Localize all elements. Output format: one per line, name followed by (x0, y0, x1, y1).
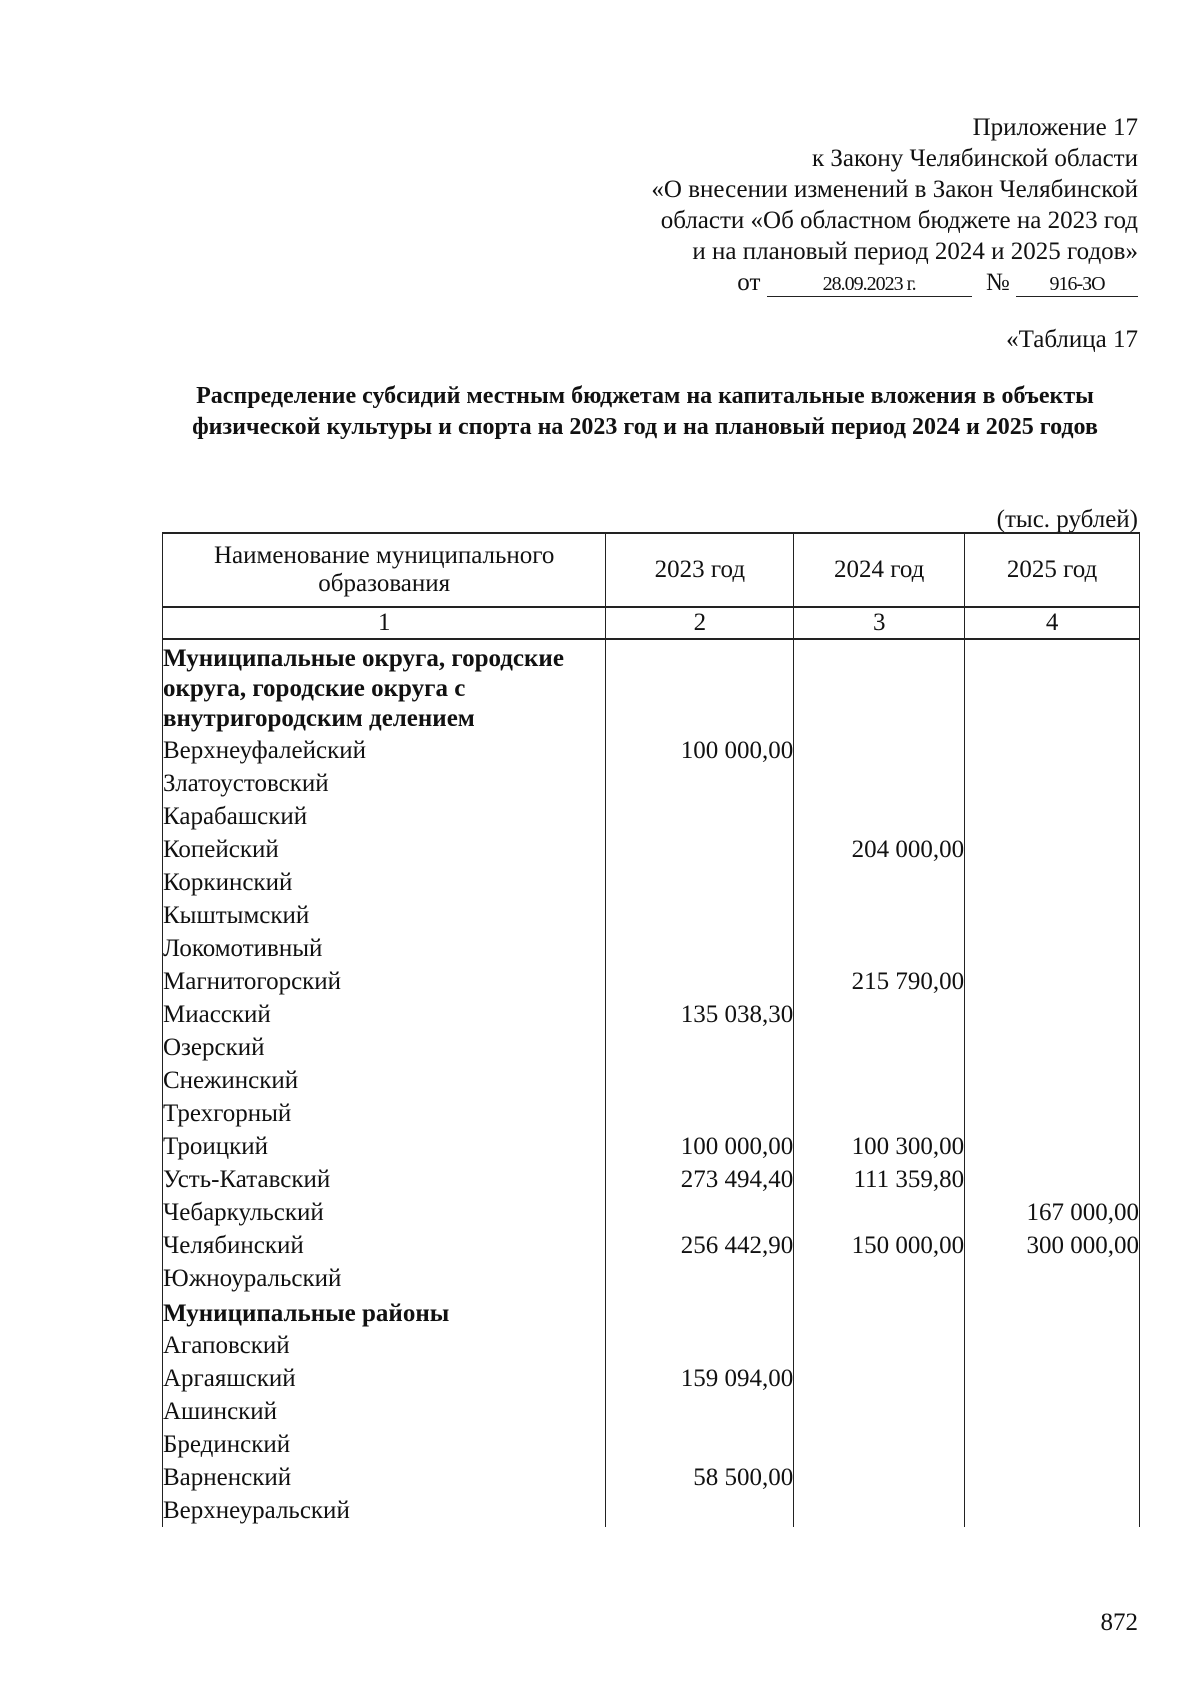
amount-y2024 (794, 932, 965, 965)
table-row (163, 1428, 1140, 1461)
amount-y2025 (965, 1031, 1140, 1064)
amount-y2024 (794, 1428, 965, 1461)
municipality-name: Локомотивный (163, 932, 606, 965)
municipality-name: Копейский (163, 833, 606, 866)
column-number: 2 (606, 607, 794, 639)
amount-y2025 (965, 767, 1140, 800)
amount-y2023 (606, 1395, 794, 1428)
municipality-name: Миасский (163, 998, 606, 1031)
amount-y2025 (965, 1130, 1140, 1163)
table-row (163, 833, 1140, 866)
column-number: 1 (163, 607, 606, 639)
municipality-name: Чебаркульский (163, 1196, 606, 1229)
amount-y2023 (606, 1031, 794, 1064)
subsidy-table (162, 532, 1140, 1527)
amount-y2023 (606, 1494, 794, 1527)
amount-y2024 (794, 1461, 965, 1494)
amount-y2024 (794, 1031, 965, 1064)
section-title: Муниципальные округа, городские округа, городские округа с внутригородским делением (163, 639, 606, 734)
amount-y2025 (965, 1262, 1140, 1295)
table-row (163, 734, 1140, 767)
municipality-name: Карабашский (163, 800, 606, 833)
table-label: «Таблица 17 (1006, 326, 1138, 353)
amount-y2023 (606, 833, 794, 866)
table-row (163, 1130, 1140, 1163)
municipality-name: Аргаяшский (163, 1362, 606, 1395)
amount-y2025 (965, 1494, 1140, 1527)
law-ref-line: «О внесении изменений в Закон Челябинской (651, 176, 1138, 203)
table-row (163, 1229, 1140, 1262)
municipality-name: Трехгорный (163, 1097, 606, 1130)
amount-y2025 (965, 965, 1140, 998)
section-row (163, 639, 1140, 734)
municipality-name: Агаповский (163, 1329, 606, 1362)
amount-y2024 (794, 1494, 965, 1527)
page-number: 872 (1100, 1609, 1138, 1636)
amount-y2023 (606, 1196, 794, 1229)
municipality-name: Озерский (163, 1031, 606, 1064)
units-label: (тыс. рублей) (996, 506, 1138, 533)
appendix-header (578, 112, 1138, 298)
amount-y2024 (794, 767, 965, 800)
amount-y2023 (606, 1428, 794, 1461)
municipality-name: Златоустовский (163, 767, 606, 800)
empty-cell (965, 639, 1140, 734)
table-row (163, 1163, 1140, 1196)
table-row (163, 1262, 1140, 1295)
amount-y2024 (794, 1196, 965, 1229)
document-title: Распределение субсидий местным бюджетам на капитальные вложения в объекты физической культуры и спорта на 2023 год и на плановый период 2024 и 2025 годов (192, 383, 1098, 440)
table-row (163, 1196, 1140, 1229)
law-date: 28.09.2023 г. (767, 272, 972, 297)
amount-y2024: 215 790,00 (794, 965, 965, 998)
column-header: 2023 год (606, 533, 794, 607)
amount-y2025 (965, 899, 1140, 932)
amount-y2024 (794, 1064, 965, 1097)
amount-y2025 (965, 734, 1140, 767)
amount-y2025 (965, 998, 1140, 1031)
amount-y2024 (794, 800, 965, 833)
amount-y2023: 58 500,00 (606, 1461, 794, 1494)
amount-y2023: 135 038,30 (606, 998, 794, 1031)
table-row (163, 1395, 1140, 1428)
amount-y2024 (794, 734, 965, 767)
municipality-name: Ашинский (163, 1395, 606, 1428)
table-row (163, 965, 1140, 998)
table-row (163, 932, 1140, 965)
amount-y2024: 150 000,00 (794, 1229, 965, 1262)
amount-y2024 (794, 1329, 965, 1362)
law-ref-line: к Закону Челябинской области (812, 145, 1138, 172)
amount-y2023: 273 494,40 (606, 1163, 794, 1196)
law-number: 916-ЗО (1016, 272, 1138, 297)
amount-y2025 (965, 1097, 1140, 1130)
column-header: Наименование муниципального образования (163, 533, 606, 607)
amount-y2025: 300 000,00 (965, 1229, 1140, 1262)
amount-y2023 (606, 932, 794, 965)
amount-y2025 (965, 1428, 1140, 1461)
amount-y2023: 256 442,90 (606, 1229, 794, 1262)
table-row (163, 1064, 1140, 1097)
table-row (163, 998, 1140, 1031)
table-row (163, 1362, 1140, 1395)
column-header: 2024 год (794, 533, 965, 607)
empty-cell (965, 1295, 1140, 1329)
amount-y2023 (606, 1097, 794, 1130)
municipality-name: Южноуральский (163, 1262, 606, 1295)
amount-y2023 (606, 866, 794, 899)
table-row (163, 899, 1140, 932)
law-date-number (578, 267, 1138, 298)
amount-y2025: 167 000,00 (965, 1196, 1140, 1229)
amount-y2025 (965, 1329, 1140, 1362)
amount-y2025 (965, 1461, 1140, 1494)
table-row (163, 1461, 1140, 1494)
municipality-name: Магнитогорский (163, 965, 606, 998)
amount-y2023 (606, 800, 794, 833)
amount-y2023 (606, 1064, 794, 1097)
law-ref-line: области «Об областном бюджете на 2023 год (660, 207, 1138, 234)
amount-y2025 (965, 866, 1140, 899)
municipality-name: Варненский (163, 1461, 606, 1494)
amount-y2024: 100 300,00 (794, 1130, 965, 1163)
municipality-name: Коркинский (163, 866, 606, 899)
amount-y2025 (965, 932, 1140, 965)
municipality-name: Троицкий (163, 1130, 606, 1163)
appendix-title: Приложение 17 (972, 114, 1138, 141)
table-row (163, 1494, 1140, 1527)
table-row (163, 1031, 1140, 1064)
empty-cell (794, 1295, 965, 1329)
municipality-name: Челябинский (163, 1229, 606, 1262)
column-number: 4 (965, 607, 1140, 639)
amount-y2023 (606, 1262, 794, 1295)
municipality-name: Кыштымский (163, 899, 606, 932)
law-ref-line: и на плановый период 2024 и 2025 годов» (692, 238, 1138, 265)
section-title: Муниципальные районы (163, 1295, 606, 1329)
amount-y2024 (794, 866, 965, 899)
municipality-name: Снежинский (163, 1064, 606, 1097)
amount-y2023: 159 094,00 (606, 1362, 794, 1395)
amount-y2023: 100 000,00 (606, 734, 794, 767)
table-row (163, 866, 1140, 899)
empty-cell (606, 1295, 794, 1329)
amount-y2024 (794, 1395, 965, 1428)
table-row (163, 800, 1140, 833)
amount-y2025 (965, 1064, 1140, 1097)
amount-y2023 (606, 965, 794, 998)
amount-y2025 (965, 1163, 1140, 1196)
amount-y2023 (606, 1329, 794, 1362)
column-number: 3 (794, 607, 965, 639)
table-row (163, 767, 1140, 800)
amount-y2025 (965, 833, 1140, 866)
amount-y2025 (965, 800, 1140, 833)
empty-cell (794, 639, 965, 734)
table-body (163, 639, 1140, 1527)
municipality-name: Верхнеуфалейский (163, 734, 606, 767)
number-label: № (985, 269, 1010, 296)
amount-y2024 (794, 998, 965, 1031)
from-label: от (737, 269, 761, 296)
column-header: 2025 год (965, 533, 1140, 607)
amount-y2025 (965, 1395, 1140, 1428)
amount-y2025 (965, 1362, 1140, 1395)
amount-y2024 (794, 899, 965, 932)
amount-y2023 (606, 899, 794, 932)
amount-y2024: 111 359,80 (794, 1163, 965, 1196)
municipality-name: Брединский (163, 1428, 606, 1461)
amount-y2024 (794, 1362, 965, 1395)
section-row (163, 1295, 1140, 1329)
municipality-name: Верхнеуральский (163, 1494, 606, 1527)
table-row (163, 1329, 1140, 1362)
table-row (163, 1097, 1140, 1130)
amount-y2024 (794, 1097, 965, 1130)
amount-y2024 (794, 1262, 965, 1295)
empty-cell (606, 639, 794, 734)
municipality-name: Усть-Катавский (163, 1163, 606, 1196)
amount-y2023 (606, 767, 794, 800)
amount-y2024: 204 000,00 (794, 833, 965, 866)
amount-y2023: 100 000,00 (606, 1130, 794, 1163)
